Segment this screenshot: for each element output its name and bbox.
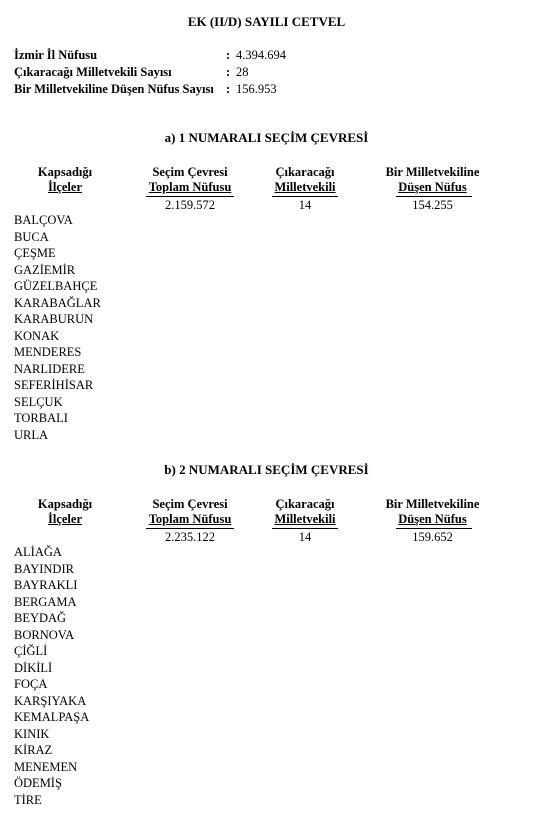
header-total-population: [135, 497, 245, 527]
info-colon: :: [226, 65, 231, 79]
deputies-value: 14: [298, 530, 312, 544]
header-line: Düşen Nüfus: [398, 180, 467, 194]
district-item: GAZİEMİR: [14, 262, 76, 277]
info-colon: :: [226, 48, 231, 62]
per-deputy-value: 159.652: [412, 530, 453, 544]
district-item: BUCA: [14, 229, 49, 244]
district-item: ÖDEMİŞ: [14, 776, 62, 790]
header-per-deputy: [370, 497, 495, 527]
district-item: BEYDAĞ: [14, 611, 67, 625]
district-item: NARLIDERE: [14, 361, 85, 376]
divider: [272, 528, 338, 529]
district-item: GÜZELBAHÇE: [14, 279, 98, 293]
header-line: Seçim Çevresi: [152, 497, 228, 511]
divider: [146, 528, 234, 529]
district-item: BAYINDIR: [14, 561, 74, 576]
district-list: [14, 212, 101, 443]
district-item: FOÇA: [14, 677, 48, 691]
header-line: Milletvekili: [274, 512, 336, 526]
divider: [272, 196, 338, 197]
document-title: EK (II/D) SAYILI CETVEL: [187, 14, 346, 29]
total-population-value: 2.159.572: [165, 198, 215, 212]
header-districts: [10, 497, 120, 527]
district-item: MENEMEN: [14, 759, 78, 774]
district-item: KONAK: [14, 328, 60, 343]
header-total-population: [135, 165, 245, 195]
district-list: [14, 544, 89, 808]
header-line: Bir Milletvekiline: [385, 165, 480, 179]
header-line: İlçeler: [47, 512, 82, 526]
header-districts: [10, 165, 120, 195]
info-value-per-deputy: 156.953: [236, 82, 277, 96]
district-item: KARABURUN: [14, 312, 94, 326]
district-item: SEFERİHİSAR: [14, 378, 94, 392]
deputies-value: 14: [298, 198, 312, 212]
header-line: Seçim Çevresi: [152, 165, 228, 179]
header-line: Kapsadığı: [37, 497, 93, 511]
district-item: DİKİLİ: [14, 660, 53, 675]
header-line: Milletvekili: [274, 180, 336, 194]
section-title: b) 2 NUMARALI SEÇİM ÇEVRESİ: [164, 462, 369, 477]
info-label-deputies: Çıkaracağı Milletvekili Sayısı: [14, 65, 172, 79]
header-deputies: [260, 497, 350, 527]
header-line: Kapsadığı: [37, 165, 93, 179]
district-item: MENDERES: [14, 345, 82, 359]
district-item: KARABAĞLAR: [14, 295, 101, 310]
district-item: ÇEŞME: [14, 246, 56, 260]
district-item: KİRAZ: [14, 743, 53, 757]
header-line: Bir Milletvekiline: [385, 497, 480, 511]
header-line: Düşen Nüfus: [398, 512, 467, 526]
header-line: Toplam Nüfusu: [148, 512, 232, 526]
district-item: TORBALI: [14, 411, 68, 425]
district-item: SELÇUK: [14, 394, 63, 409]
header-deputies: [260, 165, 350, 195]
district-item: KARŞIYAKA: [14, 693, 87, 708]
divider: [396, 196, 472, 197]
section-title: a) 1 NUMARALI SEÇİM ÇEVRESİ: [164, 130, 369, 145]
info-label-per-deputy: Bir Milletvekiline Düşen Nüfus Sayısı: [14, 82, 214, 96]
info-value-population: 4.394.694: [236, 48, 286, 62]
header-per-deputy: [370, 165, 495, 195]
district-item: ÇİĞLİ: [14, 644, 48, 658]
header-line: Toplam Nüfusu: [148, 180, 232, 194]
divider: [146, 196, 234, 197]
district-item: TİRE: [14, 792, 42, 807]
header-line: Çıkaracağı: [275, 497, 335, 511]
district-item: BORNOVA: [14, 627, 75, 642]
district-item: BAYRAKLI: [14, 578, 78, 592]
district-item: ALİAĞA: [14, 545, 62, 559]
header-line: İlçeler: [47, 180, 82, 194]
district-item: URLA: [14, 427, 49, 442]
district-item: KEMALPAŞA: [14, 710, 90, 724]
per-deputy-value: 154.255: [412, 198, 453, 212]
district-item: BALÇOVA: [14, 213, 73, 227]
divider: [396, 528, 472, 529]
info-value-deputies: 28: [236, 65, 249, 79]
district-item: KINIK: [14, 726, 50, 741]
info-colon: :: [226, 82, 231, 96]
info-label-population: İzmir İl Nüfusu: [14, 48, 98, 62]
district-item: BERGAMA: [14, 594, 77, 609]
total-population-value: 2.235.122: [165, 530, 215, 544]
header-line: Çıkaracağı: [275, 165, 335, 179]
